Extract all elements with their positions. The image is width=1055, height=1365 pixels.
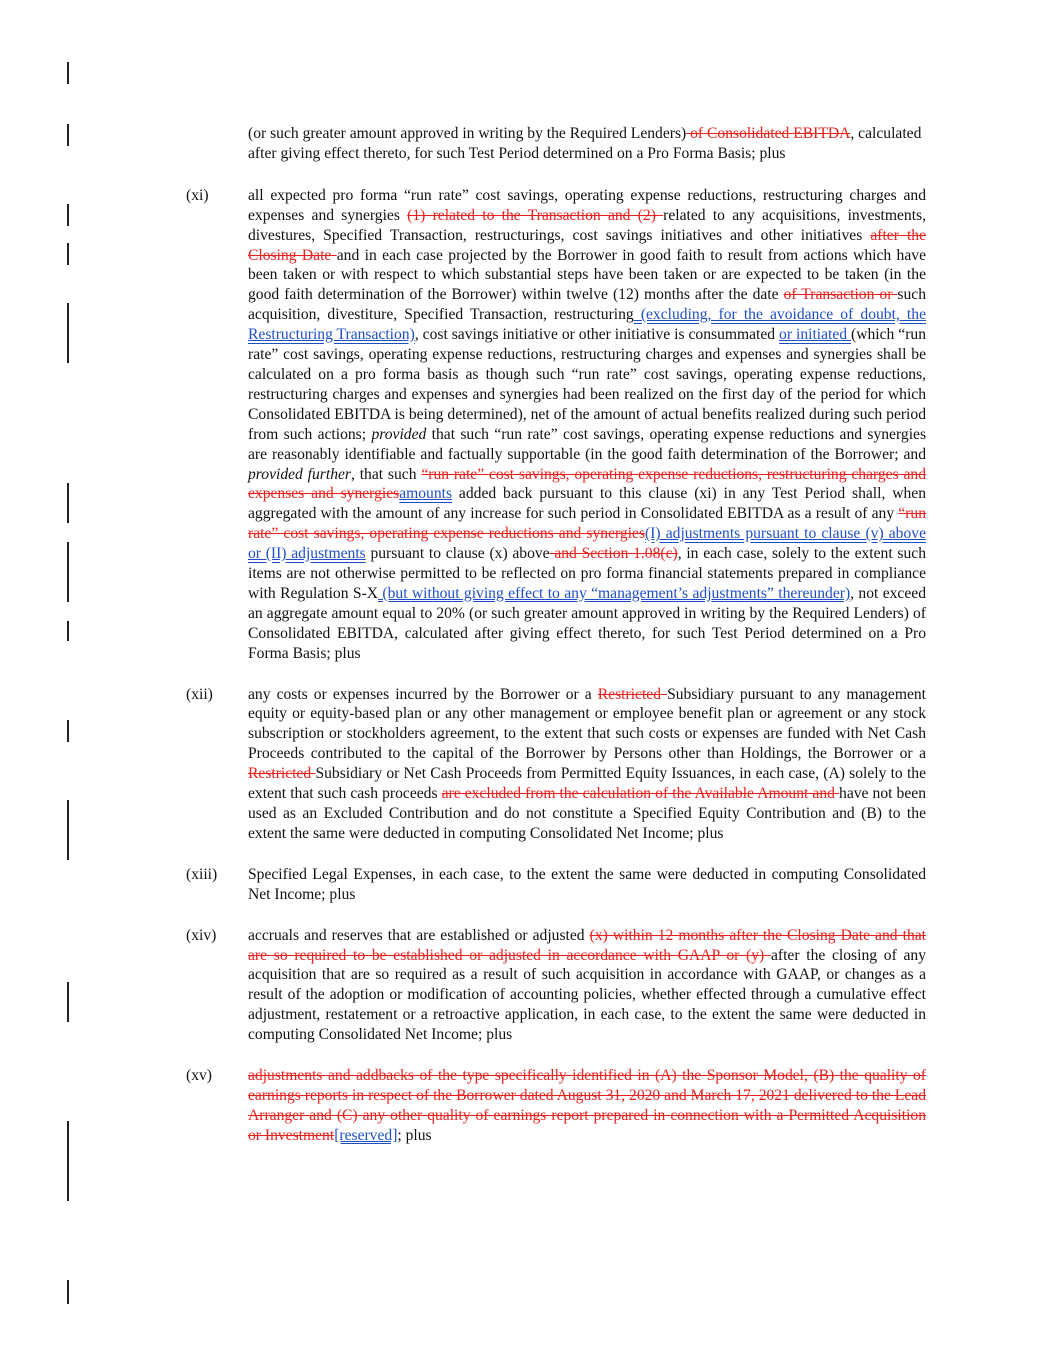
clause-xv xyxy=(186,1066,926,1146)
change-bar xyxy=(67,62,69,84)
clause-text: accruals and reserves that are established or adjusted (x) within 12 months after the Closing Date and that are so required to be established or adjusted in accordance with GAAP or (y) after the closing of any acquisition that are so required as a result of such acquisition in accordance with GAAP, or changes as a result of the adoption or modification of accounting policies, whether effected through a cumulative effect adjustment, restatement or a retroactive application, in each case, to the extent the same were deducted in computing Consolidated Net Income; plus xyxy=(248,926,926,1044)
clause-text: adjustments and addbacks of the type specifically identified in (A) the Sponsor Model, (B) the quality of earnings reports in respect of the Borrower dated August 31, 2020 and March 17, 2021 delivered to the Lead Arranger and (C) any other quality of earnings report prepared in connection with a Permitted Acquisition or Investment[reserved]; plus xyxy=(248,1067,926,1144)
deleted-text: after the Closing Date xyxy=(248,226,926,264)
deleted-text: of Consolidated EBITDA xyxy=(686,125,851,142)
document-body xyxy=(186,124,926,1146)
change-bar xyxy=(67,204,69,226)
inserted-text: (excluding, for the avoidance of doubt, the Restructuring Transaction) xyxy=(248,306,926,344)
clause-text: all expected pro forma “run rate” cost savings, operating expense reductions, restructuring charges and expenses and synergies (1) related to the Transaction and (2) related to any acquisitions, investments, divestures, Specified Transaction, restructurings, cost savings initiatives and other initiatives after the Closing Date and in each case projected by the Borrower in good faith to result from actions which have been taken or with respect to which substantial steps have been taken or are expected to be taken (in the good faith determination of the Borrower) within twelve (12) months after the date of Transaction or such acquisition, divestiture, Specified Transaction, restructuring (excluding, for the avoidance of doubt, the Restructuring Transaction), cost savings initiative or other initiative is consummated or initiated (which “run rate” cost savings, operating expense reductions, restructuring charges and expenses and synergies shall be calculated on a pro forma basis as though such “run rate” cost savings, operating expense reductions, restructuring charges and expenses and synergies had been realized on the first day of the period for which Consolidated EBITDA is being determined), net of the amount of actual benefits realized during such period from such actions; provided that such “run rate” cost savings, operating expense reductions and synergies are reasonably identifiable and factually supportable (in the good faith determination of the Borrower; and provided further, that such “run rate” cost savings, operating expense reductions, restructuring charges and expenses and synergiesamounts added back pursuant to this clause (xi) in any Test Period shall, when aggregated with the amount of any increase for such period in Consolidated EBITDA as a result of any “run rate” cost savings, operating expense reductions and synergies(I) adjustments pursuant to clause (v) above or (II) adjustments pursuant to clause (x) above and Section 1.08(c), in each case, solely to the extent such items are not otherwise permitted to be reflected on pro forma financial statements prepared in compliance with Regulation S-X (but without giving effect to any “management’s adjustments” thereunder), not exceed an aggregate amount equal to 20% (or such greater amount approved in writing by the Required Lenders) of Consolidated EBITDA, calculated after giving effect thereto, for such Test Period determined on a Pro Forma Basis; plus xyxy=(248,186,927,662)
deleted-text: (1) related to the Transaction and (2) xyxy=(407,206,664,224)
change-bar xyxy=(67,483,69,523)
inserted-text: [reserved] xyxy=(334,1126,398,1144)
inserted-text: or initiated xyxy=(779,326,852,344)
deleted-text: of Transaction or xyxy=(783,286,898,304)
deleted-text: Restricted xyxy=(597,685,668,703)
deleted-text: (x) within 12 months after the Closing Date and that are so required to be established or adjusted in accordance with GAAP or (y) xyxy=(248,926,926,964)
deleted-text: Restricted xyxy=(248,765,316,783)
inserted-text: (I) adjustments pursuant to clause (v) above or (II) adjustments xyxy=(248,525,926,563)
deleted-text: “run rate” cost savings, operating expense reductions and synergies xyxy=(248,505,926,543)
clause-number: (xv) xyxy=(186,1067,212,1085)
clause-text: Specified Legal Expenses, in each case, to the extent the same were deducted in computing Consolidated Net Income; plus xyxy=(248,865,926,903)
change-bar xyxy=(67,303,69,363)
clause-number: (xii) xyxy=(186,685,213,703)
clause-number: (xi) xyxy=(186,186,209,204)
inserted-text: amounts xyxy=(399,485,453,503)
continued-paragraph: (or such greater amount approved in writing by the Required Lenders) of Consolidated EBITDA, calculated after giving effect thereto, for such Test Period determined on a Pro Forma Basis; plus xyxy=(248,125,922,162)
change-bar xyxy=(67,1280,69,1304)
clause-xi xyxy=(186,186,926,664)
inserted-text: (but without giving effect to any “management’s adjustments” thereunder) xyxy=(378,584,851,602)
clause-xii xyxy=(186,685,926,844)
deleted-text: are excluded from the calculation of the Available Amount and xyxy=(441,785,840,803)
deleted-text: adjustments and addbacks of the type specifically identified in (A) the Sponsor Model, (B) the quality of earnings reports in respect of the Borrower dated August 31, 2020 and March 17, 2021 delivered to the Lead Arranger and (C) any other quality of earnings report prepared in connection with a Permitted Acquisition or Investment xyxy=(248,1067,926,1144)
change-bar xyxy=(67,243,69,265)
change-bar xyxy=(67,982,69,1022)
change-bar xyxy=(67,800,69,860)
change-bar xyxy=(67,720,69,742)
change-bar xyxy=(67,542,69,602)
change-bar xyxy=(67,124,69,146)
clause-text: any costs or expenses incurred by the Borrower or a Restricted Subsidiary pursuant to any management equity or equity-based plan or any other management or employee benefit plan or agreement or any stock subscription or stockholders agreement, to the extent that such costs or expenses are funded with Net Cash Proceeds contributed to the capital of the Borrower by Persons other than Holdings, the Borrower or a Restricted Subsidiary or Net Cash Proceeds from Permitted Equity Issuances, in each case, (A) solely to the extent that such cash proceeds are excluded from the calculation of the Available Amount and have not been used as an Excluded Contribution and do not constitute a Specified Equity Contribution and (B) to the extent the same were deducted in computing Consolidated Net Income; plus xyxy=(248,685,926,842)
deleted-text: and Section 1.08(c) xyxy=(549,545,678,563)
change-bar xyxy=(67,1121,69,1201)
deleted-text: “run rate” cost savings, operating expense reductions, restructuring charges and expenses and synergies xyxy=(248,465,926,503)
clause-xiv xyxy=(186,926,926,1045)
clause-number: (xiv) xyxy=(186,926,217,944)
change-bar xyxy=(67,621,69,641)
clause-number: (xiii) xyxy=(186,865,218,883)
clause-xiii xyxy=(186,865,926,905)
